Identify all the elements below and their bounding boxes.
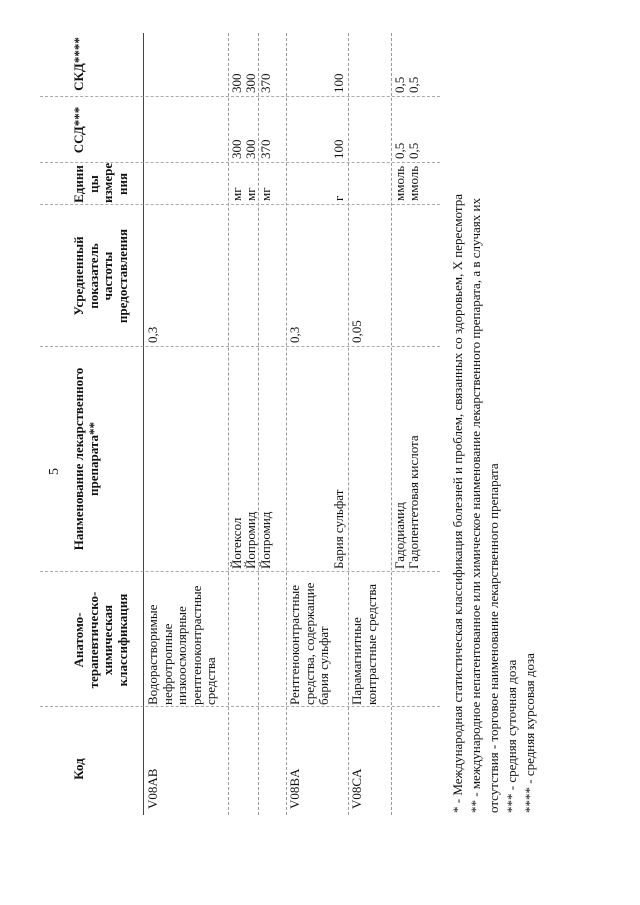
header-skd: СКД**** — [71, 37, 86, 91]
header-code: Код — [71, 758, 86, 780]
drug-name: Бария сульфат — [331, 489, 346, 569]
group-code: V08BA — [287, 768, 302, 809]
drug-skd: 0,5 — [406, 76, 421, 93]
header-drug: Наименование лекарственного препарата** — [71, 367, 101, 551]
group-frequency: 0,3 — [287, 326, 302, 343]
drug-name: Йогексол — [229, 517, 244, 569]
drug-unit: г — [331, 195, 346, 201]
group-frequency: 0,05 — [349, 320, 364, 343]
group-code: V08CA — [349, 768, 364, 809]
drug-ssd: 370 — [258, 139, 273, 159]
footnote: **** - средняя курсовая доза — [522, 653, 537, 813]
drug-unit: мг — [243, 187, 258, 201]
footnote: отсутствия - торговое наименование лекарственного препарата — [486, 463, 501, 813]
drug-name: Йопромид — [243, 511, 258, 569]
drug-unit: мг — [229, 187, 244, 201]
header-atc: Анатомо- терапевтическо- химическая классификация — [71, 591, 130, 689]
drug-unit: ммоль — [392, 165, 407, 201]
drug-skd: 300 — [229, 73, 244, 93]
column-guide — [40, 204, 440, 205]
column-guide — [40, 346, 440, 347]
drug-skd: 300 — [243, 73, 258, 93]
drug-skd: 0,5 — [392, 76, 407, 93]
header-ssd: ССД*** — [71, 106, 86, 154]
footnote: * - Международная статистическая классификация болезней и проблем, связанных со здоровьем, X пересмотра — [450, 194, 465, 813]
drug-ssd: 0,5 — [392, 142, 407, 159]
group-frequency: 0,3 — [145, 326, 160, 343]
footnote: ** - международное непатентованное или химическое наименование лекарственного препарата, а в случаях их — [468, 198, 483, 813]
footnote: *** - средняя суточная доза — [504, 659, 519, 813]
group-atc: Водорастворимые нефротропные низкоосмолярные рентгеноконтрастные средства — [145, 585, 218, 705]
drug-skd: 370 — [258, 73, 273, 93]
group-code: V08AB — [145, 768, 160, 809]
drug-ssd: 100 — [331, 139, 346, 159]
group-atc: Рентгеноконтрастные средства, содержащие бария сульфат — [287, 582, 331, 705]
column-guide — [40, 571, 440, 572]
header-frequency: Усредненный показатель частоты предоставления — [71, 228, 130, 324]
drug-skd: 100 — [331, 73, 346, 93]
header-unit: Едини цы измере ния — [71, 162, 130, 203]
drug-name: Гадодиамид — [392, 502, 407, 569]
drug-unit: мг — [258, 187, 273, 201]
header-rule — [143, 33, 144, 815]
group-atc: Парамагнитные контрастные средства — [349, 583, 379, 705]
column-guide — [40, 96, 440, 97]
drug-ssd: 0,5 — [406, 142, 421, 159]
column-guide — [40, 706, 440, 707]
drug-name: Гадопентетовая кислота — [406, 435, 421, 569]
page-number: 5 — [47, 468, 62, 475]
drug-unit: ммоль — [406, 165, 421, 201]
drug-ssd: 300 — [229, 139, 244, 159]
drug-name: Йопромид — [258, 511, 273, 569]
drug-ssd: 300 — [243, 139, 258, 159]
